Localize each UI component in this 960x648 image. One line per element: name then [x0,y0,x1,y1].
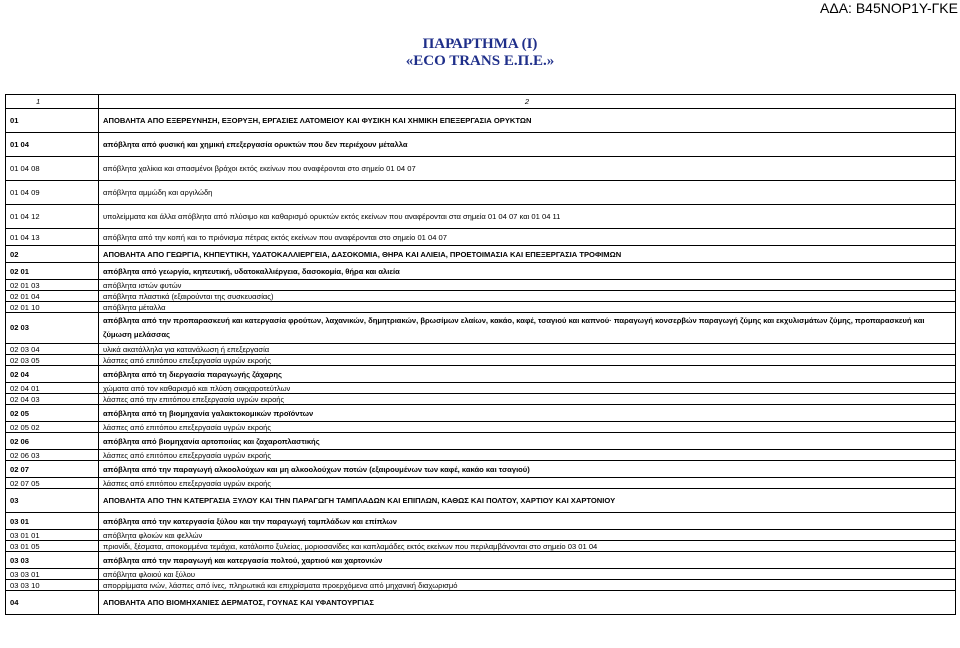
header-col-1: 1 [6,95,99,109]
waste-description: απόβλητα πλαστικά (εξαιρούνται της συσκευασίας) [99,291,956,302]
waste-description: απόβλητα φλοιών και φελλών [99,530,956,541]
table-row [6,591,956,615]
company-title: «ECO TRANS Ε.Π.Ε.» [405,53,555,69]
table-row [6,530,956,541]
waste-description: λάσπες από επιτόπου επεξεργασία υγρών εκροής [99,355,956,366]
document-id: ΑΔΑ: Β45ΝΟΡ1Υ-ΓΚΕ [820,0,958,16]
table-row [6,552,956,569]
waste-code: 03 [6,489,99,513]
waste-code: 02 01 03 [6,280,99,291]
table-row [6,513,956,530]
waste-description: λάσπες από επιτόπου επεξεργασία υγρών εκροής [99,422,956,433]
waste-description: λάσπες από την επιτόπου επεξεργασία υγρών εκροής [99,394,956,405]
waste-code: 02 04 [6,366,99,383]
waste-code: 03 03 [6,552,99,569]
waste-code: 03 03 10 [6,580,99,591]
table-header-row [6,95,956,109]
waste-code: 02 04 03 [6,394,99,405]
waste-code: 03 01 05 [6,541,99,552]
waste-description: λάσπες από επιτόπου επεξεργασία υγρών εκροής [99,478,956,489]
table-row [6,205,956,229]
waste-description: απόβλητα χαλίκια και σπασμένοι βράχοι εκτός εκείνων που αναφέρονται στο σημείο 01 04 07 [99,157,956,181]
waste-code: 02 07 05 [6,478,99,489]
table-row [6,280,956,291]
table-row [6,478,956,489]
waste-description: πριονίδι, ξέσματα, αποκομμένα τεμάχια, κατάλοιπο ξυλείας, μοριοσανίδες και καπλαμάδες εκτός εκείνων που περιλαμβάνονται στο σημείο 03 01 04 [99,541,956,552]
waste-code: 02 [6,246,99,263]
waste-description: ΑΠΟΒΛΗΤΑ ΑΠΟ ΒΙΟΜΗΧΑΝΙΕΣ ΔΕΡΜΑΤΟΣ, ΓΟΥΝΑΣ ΚΑΙ ΥΦΑΝΤΟΥΡΓΙΑΣ [99,591,956,615]
waste-description: απόβλητα φλοιού και ξύλου [99,569,956,580]
waste-code: 04 [6,591,99,615]
table-row [6,355,956,366]
table-row [6,450,956,461]
table-row [6,366,956,383]
waste-code: 02 03 04 [6,344,99,355]
waste-description: ΑΠΟΒΛΗΤΑ ΑΠΟ ΓΕΩΡΓΙΑ, ΚΗΠΕΥΤΙΚΗ, ΥΔΑΤΟΚΑΛΛΙΕΡΓΕΙΑ, ΔΑΣΟΚΟΜΙΑ, ΘΗΡΑ ΚΑΙ ΑΛΙΕΙΑ, ΠΡΟΕΤΟΙΜΑΣΙΑ ΚΑΙ ΕΠΕΞΕΡΓΑΣΙΑ ΤΡΟΦΙΜΩΝ [99,246,956,263]
table-row [6,263,956,280]
waste-description: απόβλητα από την προπαρασκευή και κατεργασία φρούτων, λαχανικών, δημητριακών, βρωσίμων ελαίων, κακάο, καφέ, τσαγιού και καπνού· παραγωγή κονσερβών παραγωγή ζύμης και εκχυλισμάτων ζύμης, προπαρασκευή και ζύμωση μελάσσας [99,313,956,344]
waste-description: απόβλητα από γεωργία, κηπευτική, υδατοκαλλιέργεια, δασοκομία, θήρα και αλιεία [99,263,956,280]
table-row [6,302,956,313]
table-row [6,394,956,405]
annex-title: ΠΑΡΑΡΤΗΜΑ (Ι) [422,36,538,52]
table-row [6,422,956,433]
table-row [6,541,956,552]
waste-codes-table-container [5,94,956,615]
waste-code: 02 03 05 [6,355,99,366]
waste-code: 01 04 09 [6,181,99,205]
waste-description: απόβλητα μέταλλα [99,302,956,313]
waste-code: 01 04 [6,133,99,157]
waste-description: απόβλητα ιστών φυτών [99,280,956,291]
waste-description: απόβλητα από την κοπή και το πριόνισμα πέτρας εκτός εκείνων που αναφέρονται στο σημείο 01 04 07 [99,229,956,246]
waste-code: 01 04 12 [6,205,99,229]
waste-code: 02 03 [6,313,99,344]
waste-description: λάσπες από επιτόπου επεξεργασία υγρών εκροής [99,450,956,461]
waste-code: 03 01 [6,513,99,530]
table-row [6,181,956,205]
waste-code: 01 [6,109,99,133]
waste-code: 01 04 13 [6,229,99,246]
waste-description: απόβλητα από βιομηχανία αρτοποιίας και ζαχαροπλαστικής [99,433,956,450]
waste-codes-table [5,94,956,615]
waste-description: απόβλητα από τη βιομηχανία γαλακτοκομικών προϊόντων [99,405,956,422]
table-row [6,433,956,450]
waste-code: 02 07 [6,461,99,478]
waste-description: χώματα από τον καθαρισμό και πλύση σακχαροτεύτλων [99,383,956,394]
waste-description: ΑΠΟΒΛΗΤΑ ΑΠΟ ΤΗΝ ΚΑΤΕΡΓΑΣΙΑ ΞΥΛΟΥ ΚΑΙ ΤΗΝ ΠΑΡΑΓΩΓΗ ΤΑΜΠΛΑΔΩΝ ΚΑΙ ΕΠΙΠΛΩΝ, ΚΑΘΩΣ ΚΑΙ ΠΟΛΤΟΥ, ΧΑΡΤΙΟΥ ΚΑΙ ΧΑΡΤΟΝΙΟΥ [99,489,956,513]
waste-description: απορρίμματα ινών, λάσπες από ίνες, πληρωτικά και επιχρίσματα προερχόμενα από μηχανική διαχωρισμό [99,580,956,591]
table-row [6,291,956,302]
table-row [6,109,956,133]
header-col-2: 2 [99,95,956,109]
waste-description: υλικά ακατάλληλα για κατανάλωση ή επεξεργασία [99,344,956,355]
waste-code: 01 04 08 [6,157,99,181]
waste-description: ΑΠΟΒΛΗΤΑ ΑΠΟ ΕΞΕΡΕΥΝΗΣΗ, ΕΞΟΡΥΞΗ, ΕΡΓΑΣΙΕΣ ΛΑΤΟΜΕΙΟΥ ΚΑΙ ΦΥΣΙΚΗ ΚΑΙ ΧΗΜΙΚΗ ΕΠΕΞΕΡΓΑΣΙΑ ΟΡΥΚΤΩΝ [99,109,956,133]
waste-code: 02 05 02 [6,422,99,433]
waste-description: υπολείμματα και άλλα απόβλητα από πλύσιμο και καθαρισμό ορυκτών εκτός εκείνων που αναφέρονται στα σημεία 01 04 07 και 01 04 11 [99,205,956,229]
table-row [6,229,956,246]
waste-code: 02 01 [6,263,99,280]
waste-description: απόβλητα από την κατεργασία ξύλου και την παραγωγή ταμπλάδων και επίπλων [99,513,956,530]
waste-description: απόβλητα από τη διεργασία παραγωγής ζάχαρης [99,366,956,383]
waste-code: 02 04 01 [6,383,99,394]
table-row [6,569,956,580]
waste-code: 03 03 01 [6,569,99,580]
waste-description: απόβλητα από την παραγωγή και κατεργασία πολτού, χαρτιού και χαρτονιών [99,552,956,569]
waste-description: απόβλητα από φυσική και χημική επεξεργασία ορυκτών που δεν περιέχουν μέταλλα [99,133,956,157]
waste-code: 03 01 01 [6,530,99,541]
table-row [6,580,956,591]
waste-code: 02 05 [6,405,99,422]
waste-description: απόβλητα αμμώδη και αργιλώδη [99,181,956,205]
table-row [6,344,956,355]
table-row [6,405,956,422]
table-row [6,489,956,513]
waste-code: 02 06 03 [6,450,99,461]
table-row [6,246,956,263]
table-row [6,313,956,344]
waste-code: 02 01 10 [6,302,99,313]
table-row [6,383,956,394]
table-row [6,133,956,157]
table-row [6,157,956,181]
waste-description: απόβλητα από την παραγωγή αλκοολούχων και μη αλκοολούχων ποτών (εξαιρουμένων των καφέ, κακάο και τσαγιού) [99,461,956,478]
waste-code: 02 01 04 [6,291,99,302]
waste-code: 02 06 [6,433,99,450]
table-row [6,461,956,478]
